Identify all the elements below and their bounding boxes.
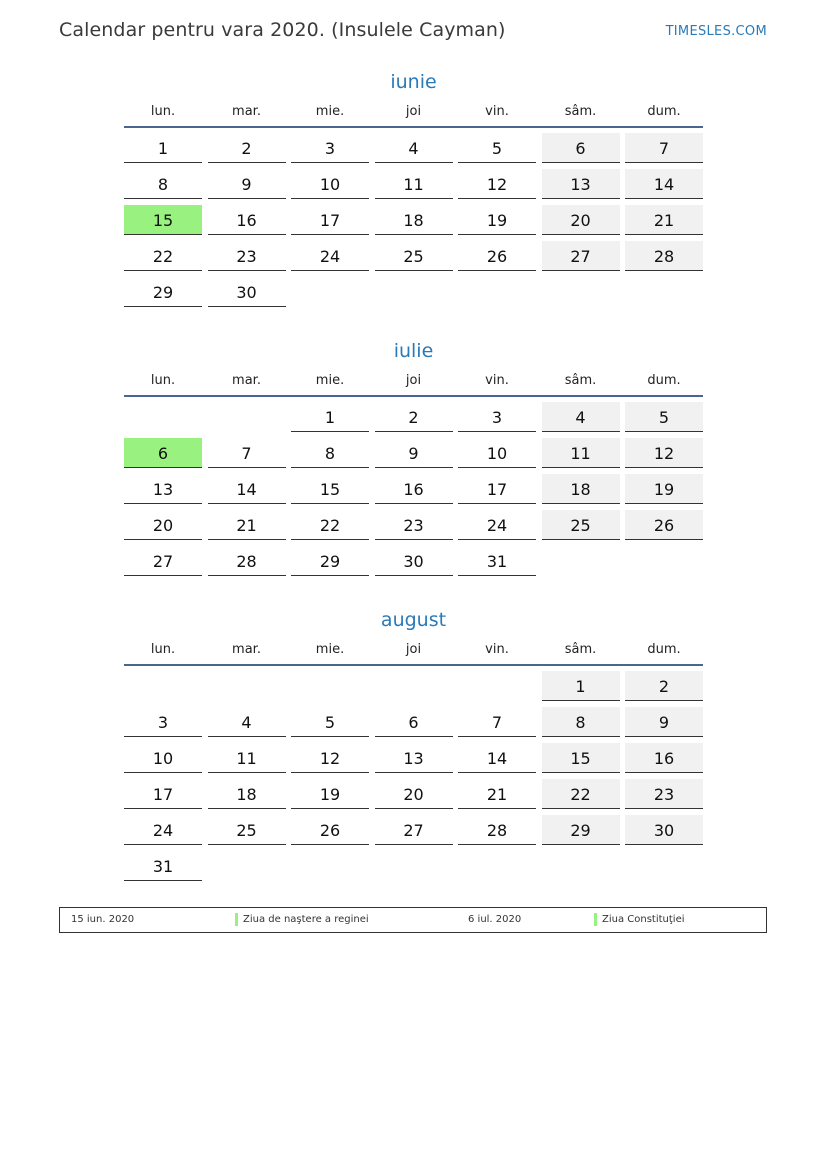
day-cell: 27 (124, 546, 202, 576)
week-row (124, 671, 703, 707)
day-cell: 29 (291, 546, 369, 576)
empty-day-cell (375, 851, 453, 881)
week-row (124, 205, 703, 241)
weekday-label: lun. (150, 642, 176, 657)
day-cell: 9 (625, 707, 703, 737)
day-cell: 7 (625, 133, 703, 163)
month-name: august (380, 609, 447, 631)
day-cell: 3 (124, 707, 202, 737)
day-cell: 25 (375, 241, 453, 271)
day-cell: 4 (208, 707, 286, 737)
day-cell: 11 (375, 169, 453, 199)
week-row (124, 241, 703, 277)
day-cell: 10 (124, 743, 202, 773)
day-cell: 19 (625, 474, 703, 504)
day-cell: 28 (208, 546, 286, 576)
day-cell: 3 (291, 133, 369, 163)
day-cell: 28 (458, 815, 536, 845)
page-title: Calendar pentru vara 2020. (Insulele Cayman) (59, 19, 506, 41)
weekday-label: dum. (647, 373, 681, 388)
week-row (124, 438, 703, 474)
legend-color-marker-2 (594, 913, 597, 926)
holiday-day-cell: 15 (124, 205, 202, 235)
day-cell: 16 (625, 743, 703, 773)
weekday-label: mie. (315, 104, 345, 119)
day-cell: 18 (375, 205, 453, 235)
week-row (124, 510, 703, 546)
empty-day-cell (542, 851, 620, 881)
weekday-label: mar. (232, 104, 261, 119)
day-cell: 29 (124, 277, 202, 307)
empty-day-cell (542, 546, 620, 576)
weekday-label: joi (405, 642, 422, 657)
day-cell: 16 (375, 474, 453, 504)
day-cell: 21 (625, 205, 703, 235)
legend-holiday-2: Ziua Constituţiei (602, 914, 685, 925)
day-cell: 13 (375, 743, 453, 773)
day-cell: 24 (124, 815, 202, 845)
day-cell: 14 (208, 474, 286, 504)
day-cell: 4 (375, 133, 453, 163)
day-cell: 26 (291, 815, 369, 845)
month-name: iulie (393, 340, 434, 362)
month-block (124, 339, 703, 582)
holiday-legend (59, 907, 767, 933)
day-cell: 8 (124, 169, 202, 199)
day-cell: 11 (208, 743, 286, 773)
weekday-label: mar. (232, 642, 261, 657)
day-cell: 24 (291, 241, 369, 271)
day-cell: 13 (542, 169, 620, 199)
day-cell: 17 (124, 779, 202, 809)
day-cell: 3 (458, 402, 536, 432)
holiday-day-cell: 6 (124, 438, 202, 468)
day-cell: 26 (458, 241, 536, 271)
day-cell: 29 (542, 815, 620, 845)
weekday-label: vin. (485, 373, 509, 388)
legend-color-marker-1 (235, 913, 238, 926)
legend-date-2: 6 iul. 2020 (468, 914, 522, 925)
day-cell: 25 (542, 510, 620, 540)
month-block (124, 608, 703, 887)
week-row (124, 474, 703, 510)
weekday-label: joi (405, 373, 422, 388)
weekday-label: vin. (485, 642, 509, 657)
weekday-label: lun. (150, 104, 176, 119)
day-cell: 12 (625, 438, 703, 468)
day-cell: 6 (542, 133, 620, 163)
day-cell: 28 (625, 241, 703, 271)
day-cell: 15 (291, 474, 369, 504)
day-cell: 23 (625, 779, 703, 809)
empty-day-cell (542, 277, 620, 307)
weekday-label: lun. (150, 373, 176, 388)
week-row (124, 707, 703, 743)
weekday-header (124, 373, 703, 397)
day-cell: 27 (542, 241, 620, 271)
week-row (124, 851, 703, 887)
day-cell: 23 (208, 241, 286, 271)
day-cell: 20 (375, 779, 453, 809)
day-cell: 7 (458, 707, 536, 737)
empty-day-cell (208, 671, 286, 701)
day-cell: 30 (625, 815, 703, 845)
week-row (124, 743, 703, 779)
empty-day-cell (375, 671, 453, 701)
weekday-label: sâm. (564, 104, 597, 119)
weekday-header (124, 104, 703, 128)
day-cell: 31 (124, 851, 202, 881)
day-cell: 17 (291, 205, 369, 235)
day-cell: 19 (458, 205, 536, 235)
day-cell: 24 (458, 510, 536, 540)
day-cell: 25 (208, 815, 286, 845)
day-cell: 7 (208, 438, 286, 468)
weekday-label: mie. (315, 373, 345, 388)
day-cell: 23 (375, 510, 453, 540)
weekday-label: vin. (485, 104, 509, 119)
day-cell: 12 (458, 169, 536, 199)
empty-day-cell (625, 546, 703, 576)
empty-day-cell (375, 277, 453, 307)
day-cell: 22 (124, 241, 202, 271)
weekday-header (124, 642, 703, 666)
day-cell: 17 (458, 474, 536, 504)
empty-day-cell (208, 851, 286, 881)
month-name: iunie (390, 71, 437, 93)
day-cell: 9 (375, 438, 453, 468)
day-cell: 18 (542, 474, 620, 504)
day-cell: 30 (208, 277, 286, 307)
day-cell: 10 (291, 169, 369, 199)
day-cell: 31 (458, 546, 536, 576)
day-cell: 5 (458, 133, 536, 163)
week-row (124, 169, 703, 205)
empty-day-cell (291, 671, 369, 701)
day-cell: 2 (208, 133, 286, 163)
week-row (124, 815, 703, 851)
day-cell: 1 (291, 402, 369, 432)
day-cell: 26 (625, 510, 703, 540)
weekday-label: mar. (232, 373, 261, 388)
weekday-label: joi (405, 104, 422, 119)
empty-day-cell (291, 851, 369, 881)
day-cell: 6 (375, 707, 453, 737)
weekday-label: dum. (647, 104, 681, 119)
day-cell: 14 (625, 169, 703, 199)
day-cell: 30 (375, 546, 453, 576)
brand-link[interactable]: TIMESLES.COM (665, 24, 767, 39)
day-cell: 16 (208, 205, 286, 235)
weekday-label: dum. (647, 642, 681, 657)
day-cell: 20 (542, 205, 620, 235)
day-cell: 1 (542, 671, 620, 701)
empty-day-cell (458, 671, 536, 701)
day-cell: 19 (291, 779, 369, 809)
day-cell: 8 (291, 438, 369, 468)
week-row (124, 133, 703, 169)
week-row (124, 546, 703, 582)
day-cell: 5 (625, 402, 703, 432)
day-cell: 14 (458, 743, 536, 773)
day-cell: 21 (208, 510, 286, 540)
day-cell: 22 (291, 510, 369, 540)
legend-date-1: 15 iun. 2020 (71, 914, 135, 925)
weekday-label: mie. (315, 642, 345, 657)
empty-day-cell (625, 277, 703, 307)
empty-day-cell (458, 277, 536, 307)
day-cell: 5 (291, 707, 369, 737)
day-cell: 8 (542, 707, 620, 737)
day-cell: 1 (124, 133, 202, 163)
day-cell: 10 (458, 438, 536, 468)
weekday-label: sâm. (564, 373, 597, 388)
day-cell: 9 (208, 169, 286, 199)
day-cell: 12 (291, 743, 369, 773)
day-cell: 21 (458, 779, 536, 809)
month-block (124, 70, 703, 313)
day-cell: 27 (375, 815, 453, 845)
day-cell: 15 (542, 743, 620, 773)
day-cell: 11 (542, 438, 620, 468)
day-cell: 2 (375, 402, 453, 432)
day-cell: 18 (208, 779, 286, 809)
week-row (124, 402, 703, 438)
day-cell: 20 (124, 510, 202, 540)
day-cell: 2 (625, 671, 703, 701)
empty-day-cell (208, 402, 286, 432)
legend-holiday-1: Ziua de naştere a reginei (243, 914, 369, 925)
day-cell: 13 (124, 474, 202, 504)
empty-day-cell (124, 671, 202, 701)
empty-day-cell (124, 402, 202, 432)
day-cell: 22 (542, 779, 620, 809)
day-cell: 4 (542, 402, 620, 432)
empty-day-cell (458, 851, 536, 881)
week-row (124, 779, 703, 815)
week-row (124, 277, 703, 313)
empty-day-cell (625, 851, 703, 881)
empty-day-cell (291, 277, 369, 307)
weekday-label: sâm. (564, 642, 597, 657)
